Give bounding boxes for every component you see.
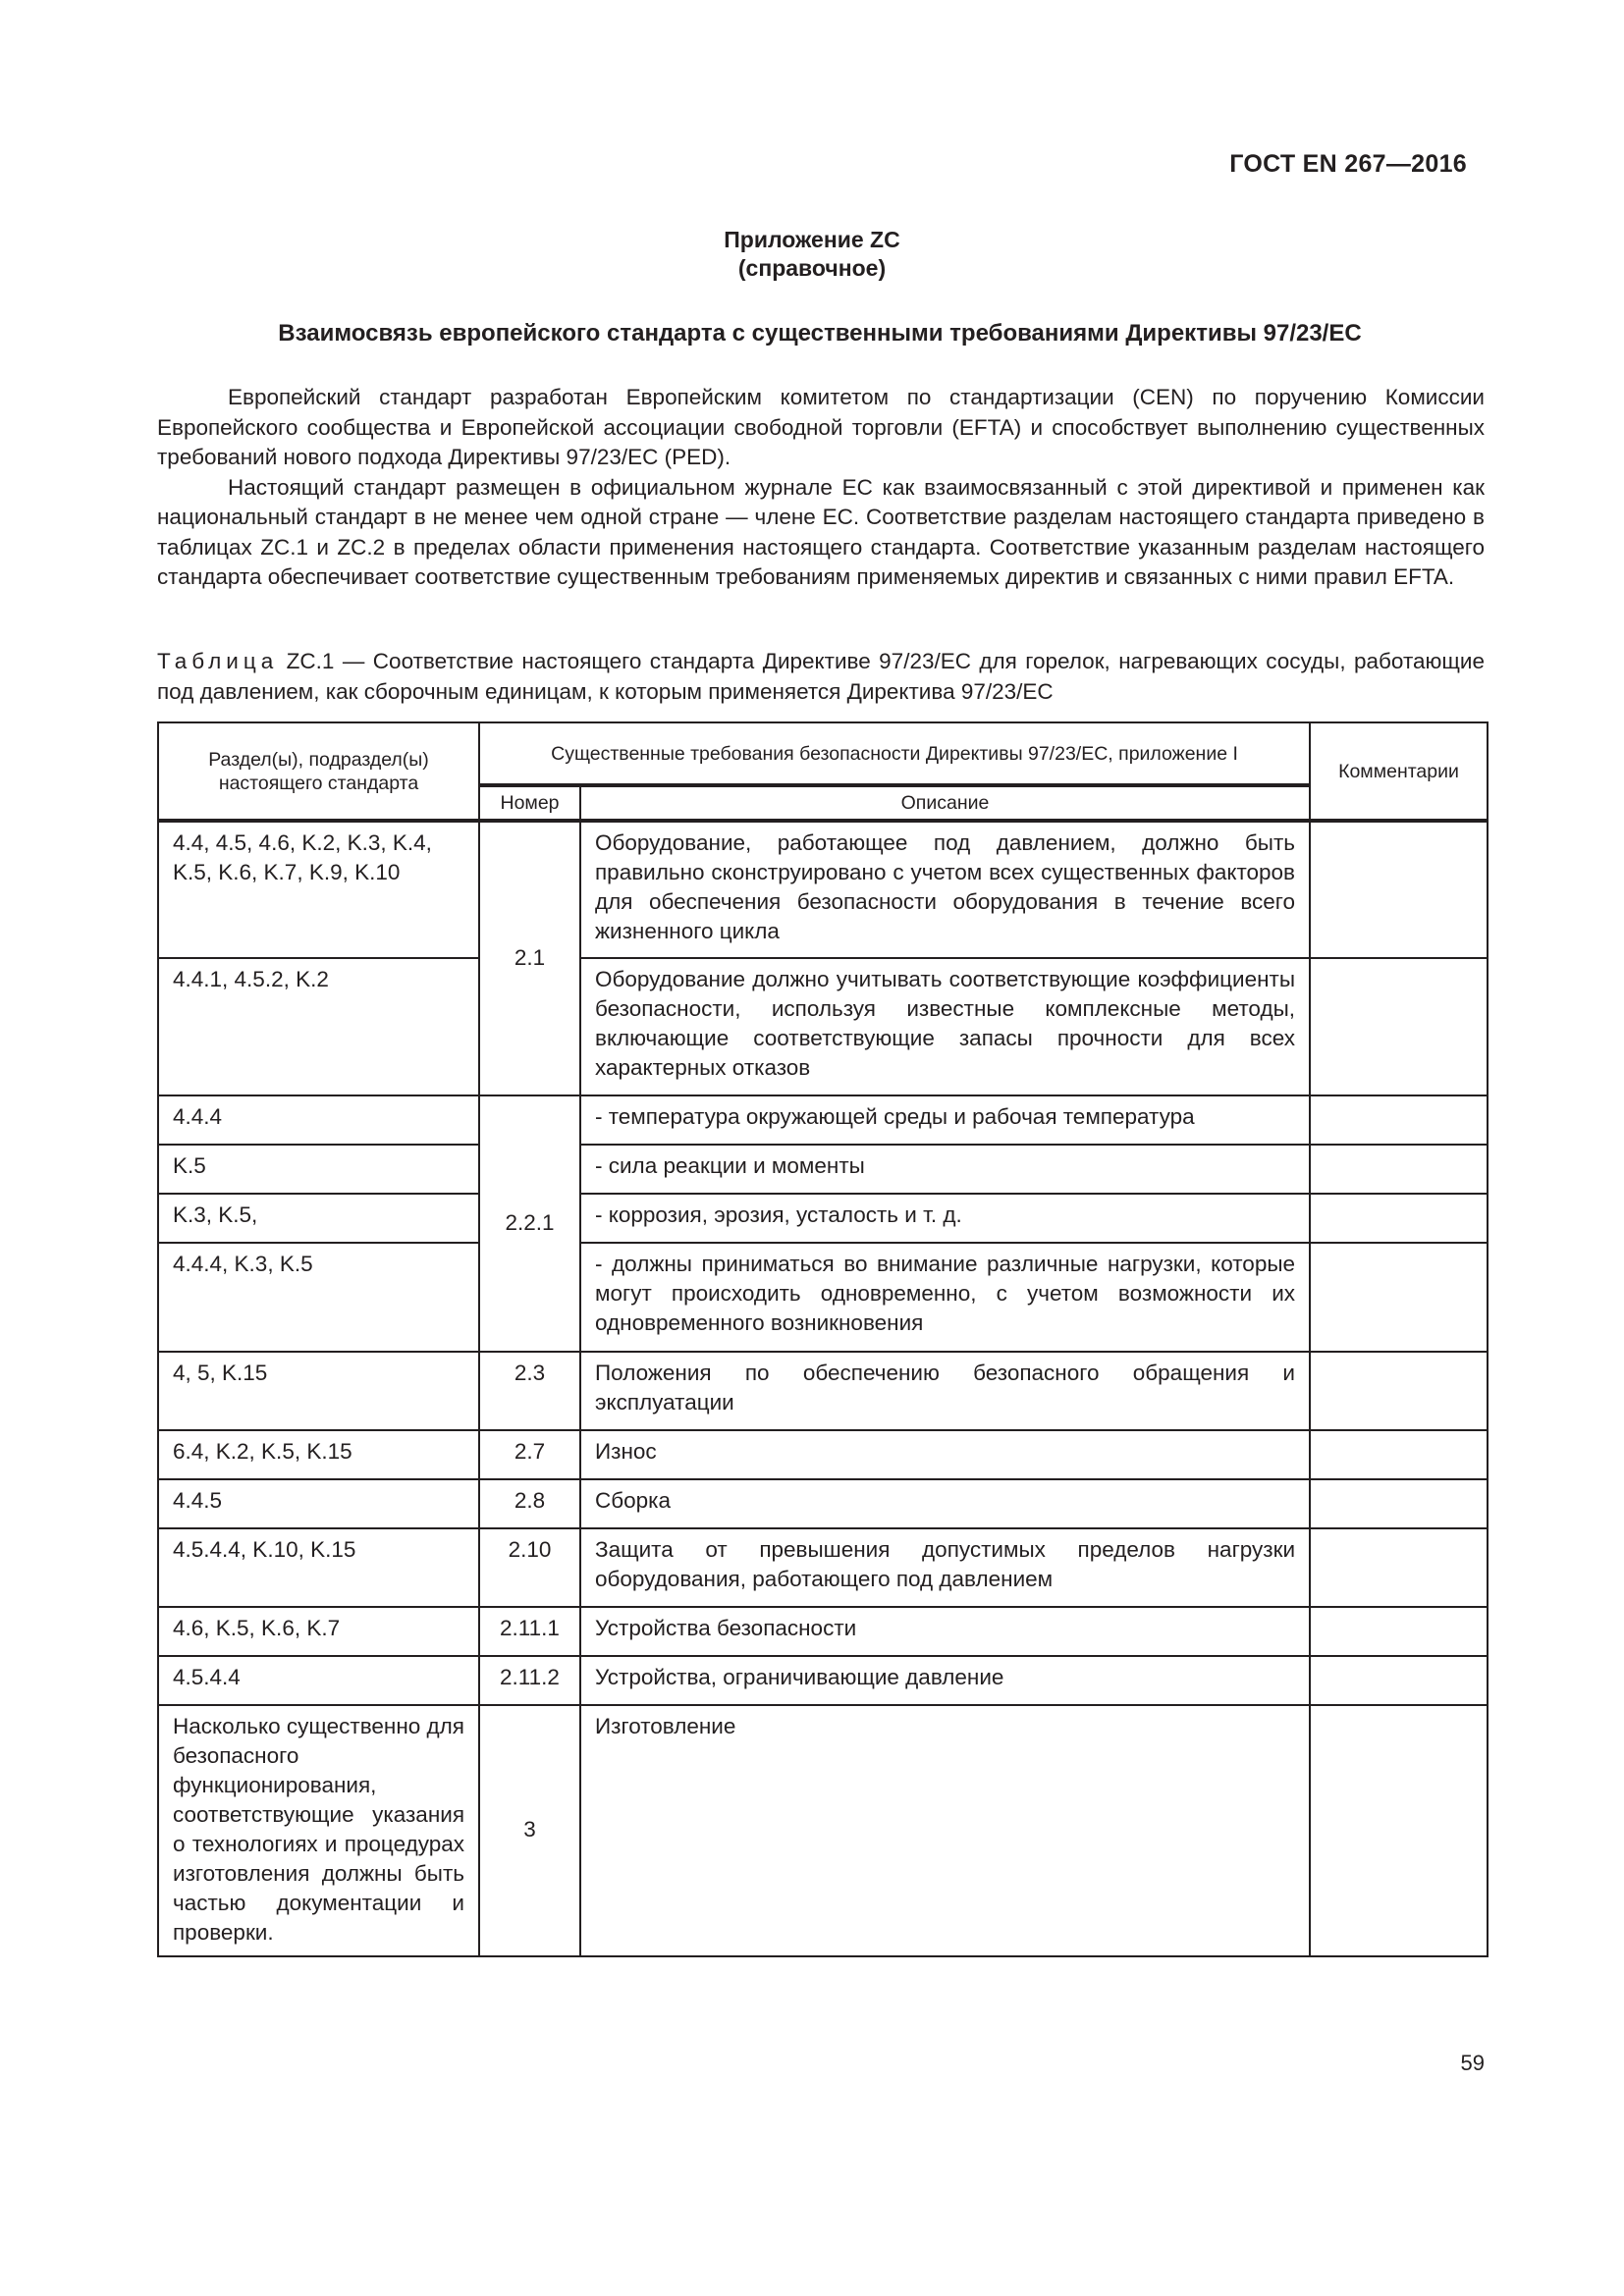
cell-description: - должны приниматься во внимание различные нагрузки, которые могут происходить одновременно, с учетом возможности их одновременного возникновения — [580, 1243, 1310, 1352]
cell-comment — [1310, 1430, 1488, 1479]
cell-number: 2.2.1 — [479, 1095, 580, 1352]
cell-description: Защита от превышения допустимых пределов нагрузки оборудования, работающего под давлением — [580, 1528, 1310, 1607]
table-row — [158, 821, 1488, 958]
cell-comment — [1310, 1705, 1488, 1956]
cell-comment — [1310, 1528, 1488, 1607]
table-row — [158, 1194, 1488, 1243]
annex-type: (справочное) — [737, 255, 887, 281]
table-row — [158, 1243, 1488, 1352]
cell-number: 3 — [479, 1705, 580, 1956]
cell-sections: Насколько существенно для безопасного функционирования, соответствующие указания о технологиях и процедурах изготовления должны быть частью документации и проверки. — [158, 1705, 479, 1956]
cell-comment — [1310, 821, 1488, 958]
body-text — [157, 383, 1485, 593]
cell-sections: 4.4, 4.5, 4.6, K.2, K.3, K.4, K.5, K.6, K.7, K.9, K.10 — [158, 821, 479, 958]
cell-description: - температура окружающей среды и рабочая температура — [580, 1095, 1310, 1145]
header-sections: Раздел(ы), подраздел(ы) настоящего стандарта — [158, 722, 479, 821]
table-row — [158, 1479, 1488, 1528]
table-row — [158, 1352, 1488, 1430]
cell-description: Устройства безопасности — [580, 1607, 1310, 1656]
cell-sections: 4.4.1, 4.5.2, K.2 — [158, 958, 479, 1095]
correspondence-table — [157, 721, 1489, 1957]
cell-description: Устройства, ограничивающие давление — [580, 1656, 1310, 1705]
header-comments: Комментарии — [1310, 722, 1488, 821]
cell-description: - коррозия, эрозия, усталость и т. д. — [580, 1194, 1310, 1243]
cell-number: 2.11.1 — [479, 1607, 580, 1656]
cell-comment — [1310, 1607, 1488, 1656]
cell-comment — [1310, 1243, 1488, 1352]
cell-comment — [1310, 1145, 1488, 1194]
cell-comment — [1310, 1194, 1488, 1243]
annex-name: Приложение ZC — [724, 227, 900, 252]
header-description: Описание — [580, 785, 1310, 821]
cell-sections: 4.4.5 — [158, 1479, 479, 1528]
cell-sections: 4, 5, K.15 — [158, 1352, 479, 1430]
cell-description: Изготовление — [580, 1705, 1310, 1956]
cell-number: 2.10 — [479, 1528, 580, 1607]
paragraph: Европейский стандарт разработан Европейским комитетом по стандартизации (CEN) по поручению Комиссии Европейского сообщества и Европейской ассоциации свободной торговли (EFTA) и способствует выполнению существенных требований нового подхода Директивы 97/23/ЕС (PED). — [157, 385, 1485, 469]
cell-comment — [1310, 958, 1488, 1095]
cell-description: Сборка — [580, 1479, 1310, 1528]
page-number: 59 — [1460, 2051, 1485, 2075]
table-row — [158, 1430, 1488, 1479]
cell-sections: 4.6, K.5, K.6, K.7 — [158, 1607, 479, 1656]
cell-number: 2.3 — [479, 1352, 580, 1430]
cell-comment — [1310, 1479, 1488, 1528]
cell-sections: 4.4.4, K.3, K.5 — [158, 1243, 479, 1352]
table-row — [158, 958, 1488, 1095]
header-requirements: Существенные требования безопасности Директивы 97/23/ЕС, приложение I — [479, 722, 1310, 785]
cell-description: Положения по обеспечению безопасного обращения и эксплуатации — [580, 1352, 1310, 1430]
cell-description: Оборудование должно учитывать соответствующие коэффициенты безопасности, используя известные комплексные методы, включающие соответствующие запасы прочности для всех характерных отказов — [580, 958, 1310, 1095]
cell-sections: 4.5.4.4, K.10, K.15 — [158, 1528, 479, 1607]
cell-description: - сила реакции и моменты — [580, 1145, 1310, 1194]
cell-sections: 6.4, K.2, K.5, K.15 — [158, 1430, 479, 1479]
table-caption — [157, 647, 1485, 707]
cell-sections: 4.4.4 — [158, 1095, 479, 1145]
cell-comment — [1310, 1656, 1488, 1705]
cell-number: 2.11.2 — [479, 1656, 580, 1705]
cell-sections: 4.5.4.4 — [158, 1656, 479, 1705]
table-row — [158, 1656, 1488, 1705]
annex-heading: Взаимосвязь европейского стандарта с существенными требованиями Директивы 97/23/ЕС — [278, 320, 1362, 347]
table-row — [158, 1607, 1488, 1656]
table-row — [158, 1528, 1488, 1607]
cell-comment — [1310, 1095, 1488, 1145]
document-code: ГОСТ EN 267—2016 — [1229, 150, 1467, 178]
table-row — [158, 1145, 1488, 1194]
header-number: Номер — [479, 785, 580, 821]
cell-number: 2.7 — [479, 1430, 580, 1479]
cell-description: Оборудование, работающее под давлением, должно быть правильно сконструировано с учетом всех существенных факторов для обеспечения безопасности оборудования в течение всего жизненного цикла — [580, 821, 1310, 958]
paragraph: Настоящий стандарт размещен в официальном журнале ЕС как взаимосвязанный с этой директивой и применен как национальный стандарт в не менее чем одной стране — члене ЕС. Соответствие разделам настоящего стандарта приведено в таблицах ZC.1 и ZC.2 в пределах области применения настоящего стандарта. Соответствие указанным разделам настоящего стандарта обеспечивает соответствие существенным требованиям применяемых директив и связанных с ними правил EFTA. — [157, 474, 1485, 589]
table-caption-text: ZC.1 — Соответствие настоящего стандарта Директиве 97/23/ЕС для горелок, нагревающих сосуды, работающие под давлением, как сборочным единицам, к которым применяется Директива 97/23/ЕС — [157, 649, 1485, 704]
cell-description: Износ — [580, 1430, 1310, 1479]
table-row — [158, 1095, 1488, 1145]
table-caption-label: Таблица — [157, 649, 279, 673]
table-row — [158, 1705, 1488, 1956]
cell-comment — [1310, 1352, 1488, 1430]
cell-number: 2.1 — [479, 821, 580, 1095]
cell-sections: K.5 — [158, 1145, 479, 1194]
cell-number: 2.8 — [479, 1479, 580, 1528]
annex-title — [0, 226, 1624, 283]
table-header-row — [158, 722, 1488, 785]
cell-sections: K.3, K.5, — [158, 1194, 479, 1243]
